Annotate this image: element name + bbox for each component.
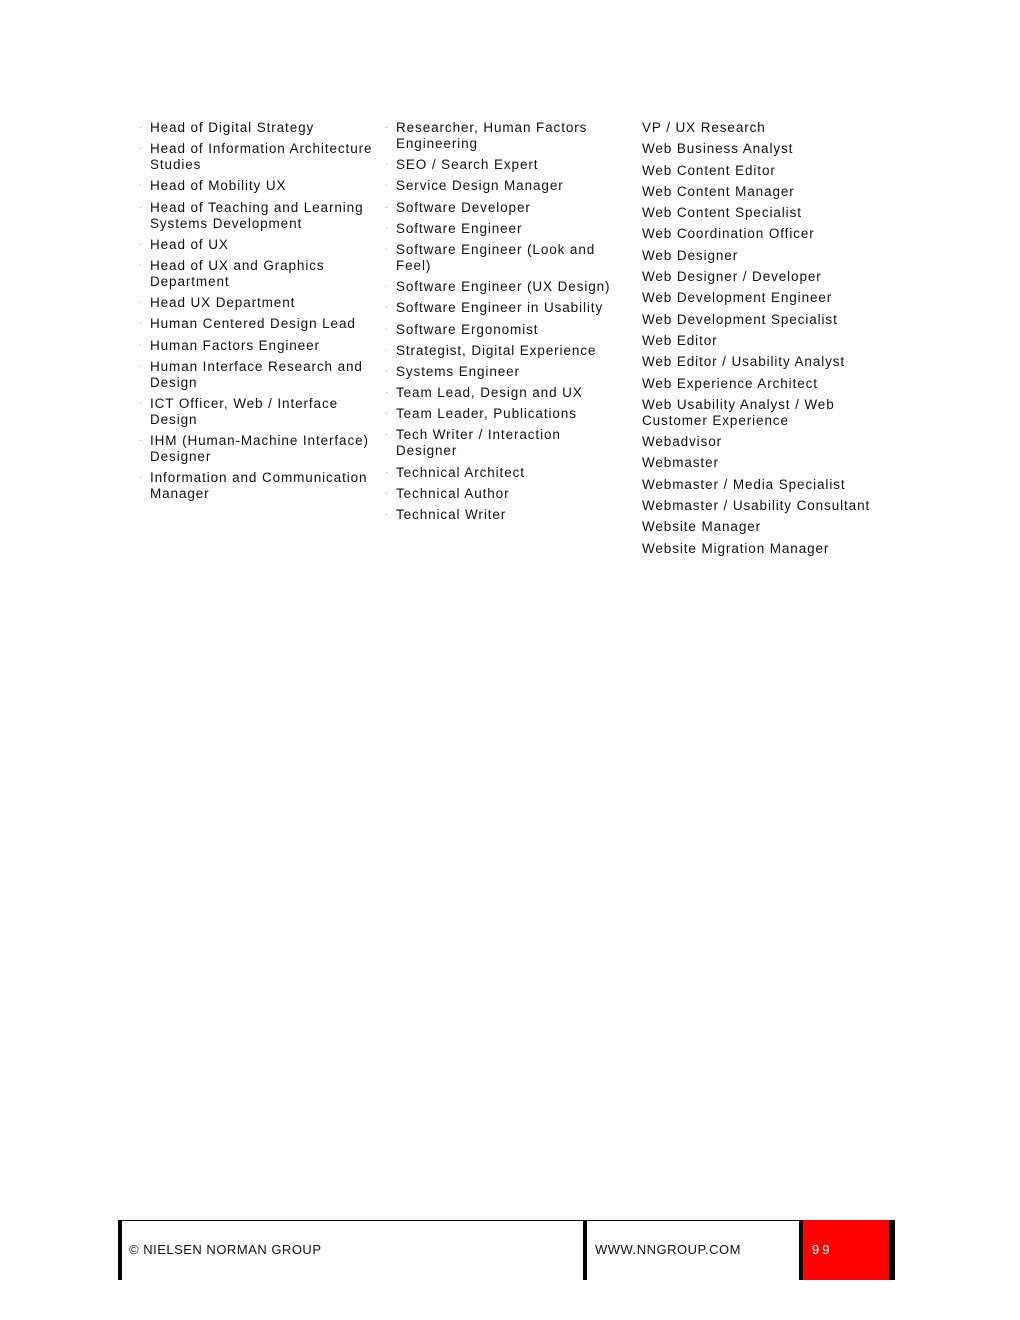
job-title: IHM (Human-Machine Interface) Designer (150, 433, 369, 465)
job-title: Team Lead, Design and UX (396, 385, 583, 401)
list-item (642, 397, 892, 429)
job-title: Software Ergonomist (396, 321, 539, 337)
bullet-icon: · (385, 487, 389, 499)
list-item (642, 498, 892, 514)
bullet-icon: · (139, 472, 143, 484)
bullet-icon: · (139, 435, 143, 447)
list-item (385, 322, 621, 338)
list-item (385, 221, 621, 237)
job-title: Website Manager (642, 519, 762, 535)
list-item (385, 343, 621, 359)
job-title: Web Coordination Officer (642, 226, 815, 242)
list-item (385, 427, 621, 459)
bullet-icon: · (385, 429, 389, 441)
bullet-icon: · (385, 408, 389, 420)
list-item (385, 406, 621, 422)
footer-divider (583, 1220, 587, 1280)
job-title: Technical Architect (396, 464, 525, 480)
list-item (385, 364, 621, 380)
job-title: Technical Writer (396, 507, 507, 522)
bullet-icon: · (385, 323, 389, 335)
list-item (385, 200, 621, 216)
list-item (139, 120, 375, 136)
job-title: Webmaster / Usability Consultant (642, 498, 871, 514)
job-title: Web Designer (642, 247, 739, 263)
list-item (642, 163, 892, 179)
bullet-icon: · (139, 297, 143, 309)
footer-copyright: © NIELSEN NORMAN GROUP (129, 1242, 322, 1257)
list-item (139, 396, 375, 428)
list-item (385, 300, 621, 316)
list-item (642, 226, 892, 242)
job-title: Service Design Manager (396, 178, 564, 194)
job-title: Head of Digital Strategy (150, 120, 315, 135)
list-item (642, 248, 892, 264)
bullet-icon: · (385, 122, 389, 133)
bullet-icon: · (385, 302, 389, 314)
job-title: Web Editor (642, 332, 718, 348)
list-item (642, 519, 892, 535)
bullet-icon: · (139, 201, 143, 213)
list-item (642, 290, 892, 306)
job-title: Web Designer / Developer (642, 269, 822, 285)
footer-rule (118, 1220, 895, 1221)
bullet-icon: · (139, 143, 143, 155)
job-title: Web Development Specialist (642, 311, 838, 327)
list-item (139, 258, 375, 290)
list-item (385, 242, 621, 274)
job-title: Web Development Engineer (642, 290, 833, 306)
list-item (385, 385, 621, 401)
bullet-icon: · (385, 243, 389, 255)
list-item (385, 120, 621, 152)
list-item (385, 157, 621, 173)
list-item (642, 269, 892, 285)
job-title: Human Factors Engineer (150, 337, 320, 353)
job-title: Web Content Editor (642, 162, 776, 178)
bullet-icon: · (139, 180, 143, 192)
footer-left-bar (118, 1220, 122, 1280)
job-title: Webmaster (642, 455, 719, 471)
job-title: Human Centered Design Lead (150, 316, 356, 332)
list-item (139, 295, 375, 311)
list-item (385, 279, 621, 295)
list-item (642, 120, 892, 136)
job-title: Head of Mobility UX (150, 178, 287, 194)
page-footer (118, 1220, 895, 1280)
bullet-icon: · (385, 365, 389, 377)
bullet-icon: · (385, 222, 389, 234)
job-title: Head of Teaching and Learning Systems Development (150, 199, 364, 231)
list-item (642, 333, 892, 349)
job-title: SEO / Search Expert (396, 157, 539, 173)
job-title: Web Experience Architect (642, 375, 818, 391)
list-item (642, 184, 892, 200)
job-title: Strategist, Digital Experience (396, 342, 597, 358)
job-title: Webadvisor (642, 434, 723, 450)
job-title: Web Usability Analyst / Web Customer Experience (642, 396, 835, 428)
job-title: Software Engineer in Usability (396, 300, 604, 316)
bullet-icon: · (139, 259, 143, 271)
bullet-icon: · (385, 344, 389, 356)
list-item (642, 205, 892, 221)
job-title-list-column-1 (139, 120, 375, 507)
job-title: Researcher, Human Factors Engineering (396, 120, 588, 151)
job-title: Software Developer (396, 199, 531, 215)
job-title: Web Content Specialist (642, 205, 802, 221)
job-title: ICT Officer, Web / Interface Design (150, 395, 339, 427)
job-title: Team Leader, Publications (396, 406, 577, 422)
list-item (642, 141, 892, 157)
list-item (139, 470, 375, 502)
list-item (139, 178, 375, 194)
list-item (139, 338, 375, 354)
job-title: Information and Communication Manager (150, 470, 368, 502)
job-title: Software Engineer (396, 220, 523, 236)
list-item (642, 477, 892, 493)
list-item (385, 178, 621, 194)
bullet-icon: · (385, 201, 389, 213)
list-item (139, 237, 375, 253)
job-title: Head UX Department (150, 295, 296, 311)
list-item (642, 434, 892, 450)
bullet-icon: · (385, 466, 389, 478)
bullet-icon: · (385, 159, 389, 171)
list-item (139, 359, 375, 391)
job-title: VP / UX Research (642, 120, 766, 135)
list-item (385, 465, 621, 481)
bullet-icon: · (139, 318, 143, 330)
bullet-icon: · (139, 397, 143, 409)
list-item (139, 433, 375, 465)
job-title: Software Engineer (UX Design) (396, 279, 611, 295)
job-title-list-column-2 (385, 120, 621, 528)
job-title: Human Interface Research and Design (150, 358, 363, 390)
bullet-icon: · (139, 360, 143, 372)
list-item (139, 200, 375, 232)
list-item (642, 354, 892, 370)
job-title: Tech Writer / Interaction Designer (396, 427, 561, 459)
bullet-icon: · (385, 180, 389, 192)
job-title: Web Content Manager (642, 183, 795, 199)
bullet-icon: · (139, 238, 143, 250)
page-number: 99 (812, 1242, 833, 1257)
list-item (385, 486, 621, 502)
list-item (139, 141, 375, 173)
job-title: Software Engineer (Look and Feel) (396, 241, 596, 273)
job-title: Website Migration Manager (642, 540, 830, 556)
footer-website: WWW.NNGROUP.COM (595, 1242, 741, 1257)
job-title: Head of Information Architecture Studies (150, 141, 373, 173)
job-title: Systems Engineer (396, 363, 520, 379)
job-title: Head of UX (150, 236, 229, 252)
job-title-list-column-3 (642, 120, 892, 562)
footer-right-bar (889, 1220, 895, 1280)
job-title: Technical Author (396, 485, 510, 501)
list-item (385, 507, 621, 523)
bullet-icon: · (385, 509, 389, 520)
bullet-icon: · (139, 339, 143, 351)
list-item (642, 376, 892, 392)
job-title: Web Business Analyst (642, 141, 794, 157)
bullet-icon: · (139, 122, 143, 133)
list-item (642, 312, 892, 328)
job-title: Webmaster / Media Specialist (642, 476, 846, 492)
list-item (139, 316, 375, 332)
job-title: Head of UX and Graphics Department (150, 257, 325, 289)
job-title: Web Editor / Usability Analyst (642, 354, 846, 370)
bullet-icon: · (385, 387, 389, 399)
list-item (642, 455, 892, 471)
bullet-icon: · (385, 281, 389, 293)
list-item (642, 541, 892, 557)
